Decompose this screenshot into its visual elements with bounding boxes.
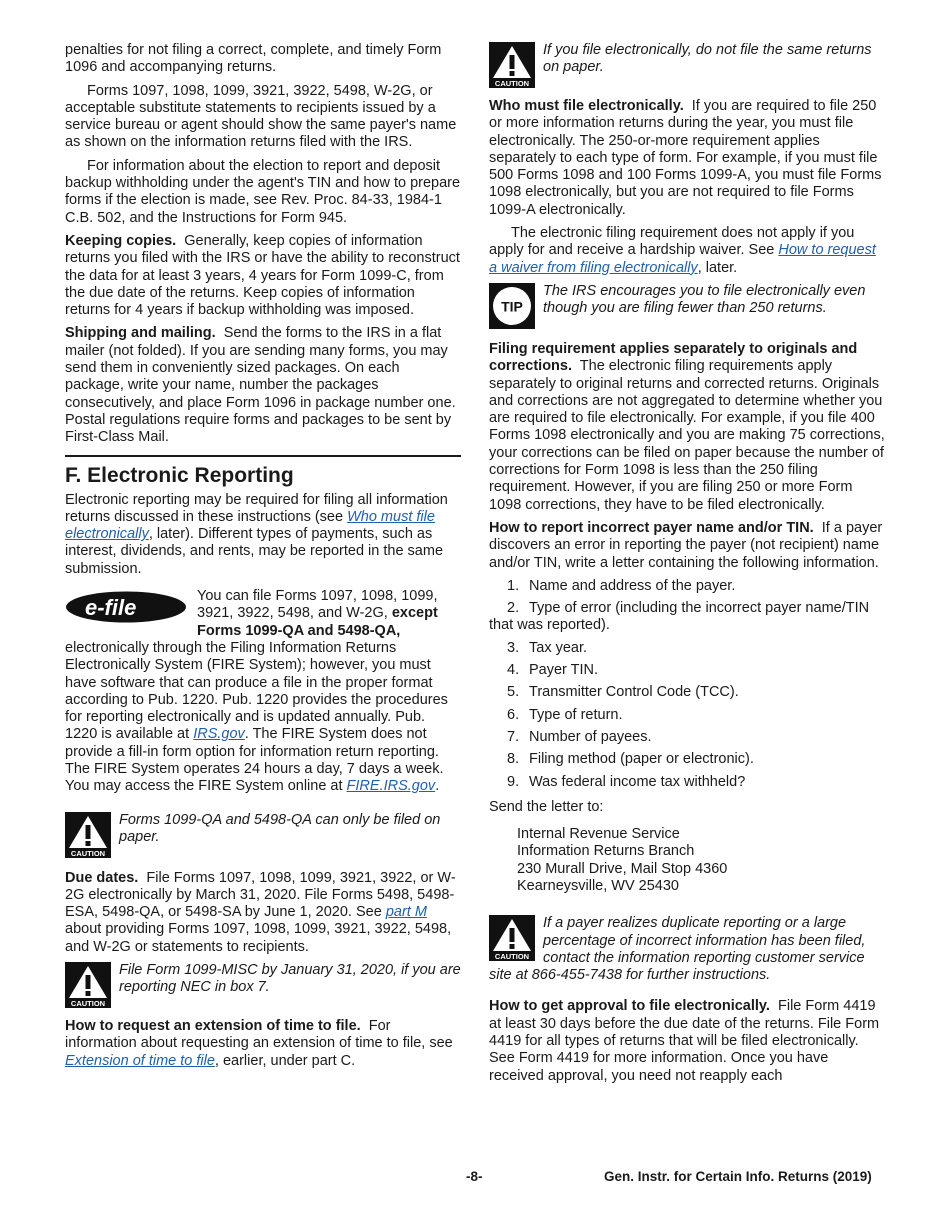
run-in-heading: How to request an extension of time to file. bbox=[65, 1018, 361, 1035]
run-in-heading: Keeping copies. bbox=[65, 232, 177, 249]
list-item bbox=[489, 662, 885, 679]
list-number: 8. bbox=[507, 751, 520, 768]
report-incorrect-paragraph bbox=[489, 520, 885, 572]
tip-text: The IRS encourages you to file electronically even though you are filing fewer than 250 returns. bbox=[543, 282, 866, 317]
list-number: 2. bbox=[507, 600, 520, 617]
list-item bbox=[489, 600, 885, 635]
text: The electronic filing requirement does not apply if you apply for and receive a hardship waiver. See bbox=[489, 225, 855, 259]
list-item bbox=[489, 774, 885, 791]
section-divider bbox=[65, 455, 461, 457]
page-number: -8- bbox=[466, 1169, 483, 1184]
list-number: 7. bbox=[507, 728, 520, 745]
text: . The FIRE System does not provide a fill-in form option for information return reporting. The FIRE System operates 24 hours a day, 7 days a week. You may access the FIRE System online at bbox=[65, 726, 444, 795]
text: electronically through the Filing Information Returns Electronically System (FIRE System); however, you must have software that can produce a file in the proper format according to Pub. 1220. Pub. 1220 provides the procedures for reporting electronically and is updated annually. Pub. 1220 is available at bbox=[65, 639, 448, 743]
list-number: 4. bbox=[507, 662, 520, 679]
caution-icon bbox=[65, 962, 111, 1008]
list-number: 9. bbox=[507, 773, 520, 790]
caution-label: CAUTION bbox=[70, 999, 106, 1009]
list-text: Type of error (including the incorrect payer name/TIN that was reported). bbox=[489, 600, 870, 634]
right-column bbox=[489, 42, 885, 1091]
run-in-heading: How to get approval to file electronically. bbox=[489, 998, 770, 1015]
approval-paragraph bbox=[489, 998, 885, 1084]
irs-gov-link[interactable]: IRS.gov bbox=[193, 726, 245, 743]
section-title: F. Electronic Reporting bbox=[65, 463, 294, 487]
extension-paragraph bbox=[65, 1018, 461, 1070]
run-in-heading: How to report incorrect payer name and/or TIN. bbox=[489, 519, 814, 536]
list-text: Payer TIN. bbox=[529, 662, 599, 679]
caution-note bbox=[489, 915, 885, 984]
text: . bbox=[435, 778, 440, 795]
paragraph-body: Generally, keep copies of information returns you filed with the IRS or have the ability to reconstruct the data for at least 3 years, 4 years for Form 1099-C, from the due date of the returns. Keep copies of information returns for 4 years if backup withholding was imposed. bbox=[65, 232, 460, 319]
emphasis: except Forms 1099-QA and 5498-QA, bbox=[197, 605, 438, 639]
text: File Forms 1097, 1098, 1099, 3921, 3922, or W-2G electronically by March 31, 2020. File Forms 5498, 5498-ESA, 5498-QA, or 5498-SA by June 1, 2020. See bbox=[65, 869, 456, 921]
send-to-line: Send the letter to: bbox=[489, 798, 604, 815]
tip-label: TIP bbox=[501, 298, 523, 315]
run-in-heading: Due dates. bbox=[65, 869, 139, 886]
text: , later). Different types of payments, such as interest, dividends, and rents, may be reported in the same submission. bbox=[65, 526, 444, 577]
paragraph bbox=[65, 492, 461, 578]
list-text: Was federal income tax withheld? bbox=[529, 773, 746, 790]
fire-irs-gov-link[interactable]: FIRE.IRS.gov bbox=[346, 778, 436, 795]
text: about providing Forms 1097, 1098, 1099, 3921, 3922, 5498, and W-2G or statements to recipients. bbox=[65, 921, 452, 955]
paragraph-body: Send the forms to the IRS in a flat mailer (not folded). If you are sending many forms, you may send them in conveniently sized packages. On each package, write your name, number the packages consecutively, and place Form 1096 in package number one. Postal regulations require forms and packages to be sent by First-Class Mail. bbox=[65, 325, 456, 446]
left-column bbox=[65, 42, 461, 1076]
shipping-paragraph bbox=[65, 325, 461, 446]
list-number: 1. bbox=[507, 577, 520, 594]
waiver-link[interactable]: How to request a waiver from filing electronically bbox=[489, 242, 876, 276]
caution-note bbox=[65, 962, 461, 1008]
list-text: Number of payees. bbox=[529, 728, 652, 745]
paragraph: For information about the election to report and deposit backup withholding under the agent's TIN and how to prepare forms if the election is made, see Rev. Proc. 84-33, 1984-1 C.B. 502, and the Instructions for Form 945. bbox=[65, 157, 461, 226]
text: Electronic reporting may be required for filing all information returns discussed in these instructions (see bbox=[65, 491, 448, 525]
address-line: 230 Murall Drive, Mail Stop 4360 bbox=[517, 860, 728, 877]
caution-label: CAUTION bbox=[494, 952, 530, 962]
caution-note bbox=[489, 42, 885, 88]
list-text: Filing method (paper or electronic). bbox=[529, 751, 754, 768]
caution-note bbox=[65, 812, 461, 858]
text: You can file Forms 1097, 1098, 1099, 3921, 3922, 5498, and W-2G, bbox=[197, 588, 438, 622]
filing-requirement-paragraph bbox=[489, 341, 885, 514]
list-item bbox=[489, 729, 885, 746]
address-line: Kearneysville, WV 25430 bbox=[517, 877, 679, 894]
list-item bbox=[489, 684, 885, 701]
caution-label: CAUTION bbox=[70, 848, 106, 858]
footer-title: Gen. Instr. for Certain Info. Returns (2019) bbox=[604, 1169, 872, 1184]
text: For information about requesting an extension of time to file, see bbox=[65, 1018, 453, 1052]
run-in-heading: Filing requirement applies separately to originals and corrections. bbox=[489, 340, 858, 375]
paragraph-body: The electronic filing requirements apply separately to original returns and corrected returns. Originals and corrections are not aggregated to determine whether you are required to file electronically. For example, if you file 400 Forms 1098 electronically and you are making 75 corrections, your corrections can be filed on paper because the number of corrections for Form 1098 is less than the 250 filing requirement. However, if you are filing 250 or more Form 1098 corrections, they have to be filed electronically. bbox=[489, 358, 885, 513]
who-must-file-paragraph bbox=[489, 98, 885, 219]
list-item bbox=[489, 640, 885, 657]
text: , earlier, under part C. bbox=[214, 1052, 356, 1069]
paragraph-body: If a payer discovers an error in reporting the payer (not recipient) name and/or TIN, write a letter containing the following information. bbox=[489, 519, 883, 571]
tip-note bbox=[489, 283, 885, 329]
waiver-paragraph bbox=[489, 225, 885, 277]
irs-efile-logo bbox=[65, 590, 187, 624]
tip-icon bbox=[489, 283, 535, 329]
text: , later. bbox=[697, 259, 738, 276]
paragraph-body: If you are required to file 250 or more information returns during the year, you must file electronically. The 250-or-more requirement applies separately to each type of form. For example, if you must file 500 Forms 1098 and 100 Forms 1099-A, you must file Forms 1098 electronically, but you are not required to file Forms 1099-A electronically. bbox=[489, 98, 882, 218]
list-item bbox=[489, 707, 885, 724]
who-must-file-link[interactable]: Who must file electronically bbox=[65, 508, 435, 543]
caution-text: File Form 1099-MISC by January 31, 2020, if you are reporting NEC in box 7. bbox=[119, 962, 461, 996]
paragraph: Forms 1097, 1098, 1099, 3921, 3922, 5498, W-2G, or acceptable substitute statements to recipients issued by a service bureau or agent should show the same payer's name as shown on the information returns filed with the IRS. bbox=[65, 82, 457, 151]
caution-icon bbox=[65, 812, 111, 858]
list-item bbox=[489, 578, 885, 595]
efile-logo-text: e-file bbox=[85, 595, 137, 621]
run-in-heading: Shipping and mailing. bbox=[65, 325, 216, 342]
address-line: Information Returns Branch bbox=[517, 843, 695, 860]
list-text: Type of return. bbox=[529, 706, 623, 723]
caution-icon bbox=[489, 915, 535, 961]
due-dates-paragraph bbox=[65, 870, 461, 956]
paragraph: penalties for not filing a correct, complete, and timely Form 1096 and accompanying returns. bbox=[65, 42, 442, 76]
letter-contents-list bbox=[489, 578, 885, 791]
part-m-link[interactable]: part M bbox=[385, 904, 427, 921]
extension-link[interactable]: Extension of time to file bbox=[65, 1052, 215, 1069]
caution-text: Forms 1099-QA and 5498-QA can only be filed on paper. bbox=[119, 811, 441, 845]
address-line: Internal Revenue Service bbox=[517, 826, 680, 843]
list-text: Transmitter Control Code (TCC). bbox=[529, 684, 739, 701]
list-number: 3. bbox=[507, 639, 520, 656]
caution-label: CAUTION bbox=[494, 79, 530, 88]
efile-paragraph bbox=[65, 588, 461, 796]
caution-icon bbox=[489, 42, 535, 88]
paragraph-body: File Form 4419 at least 30 days before the due date of the returns. File Form 4419 for all types of returns that will be filed electronically. See Form 4419 for more information. Once you have received approval, you need not reapply each bbox=[489, 998, 880, 1084]
caution-text: If you file electronically, do not file the same returns on paper. bbox=[543, 42, 872, 76]
list-text: Tax year. bbox=[529, 639, 588, 656]
list-number: 5. bbox=[507, 684, 520, 701]
run-in-heading: Who must file electronically. bbox=[489, 98, 684, 114]
list-text: Name and address of the payer. bbox=[529, 577, 736, 594]
keeping-copies-paragraph bbox=[65, 233, 461, 319]
caution-text: If a payer realizes duplicate reporting or a large percentage of incorrect information has been filed, contact the information reporting customer service site at 866-455-7438 for further instructions. bbox=[489, 915, 866, 984]
list-number: 6. bbox=[507, 706, 520, 723]
list-item bbox=[489, 751, 885, 768]
mailing-address bbox=[517, 826, 885, 895]
